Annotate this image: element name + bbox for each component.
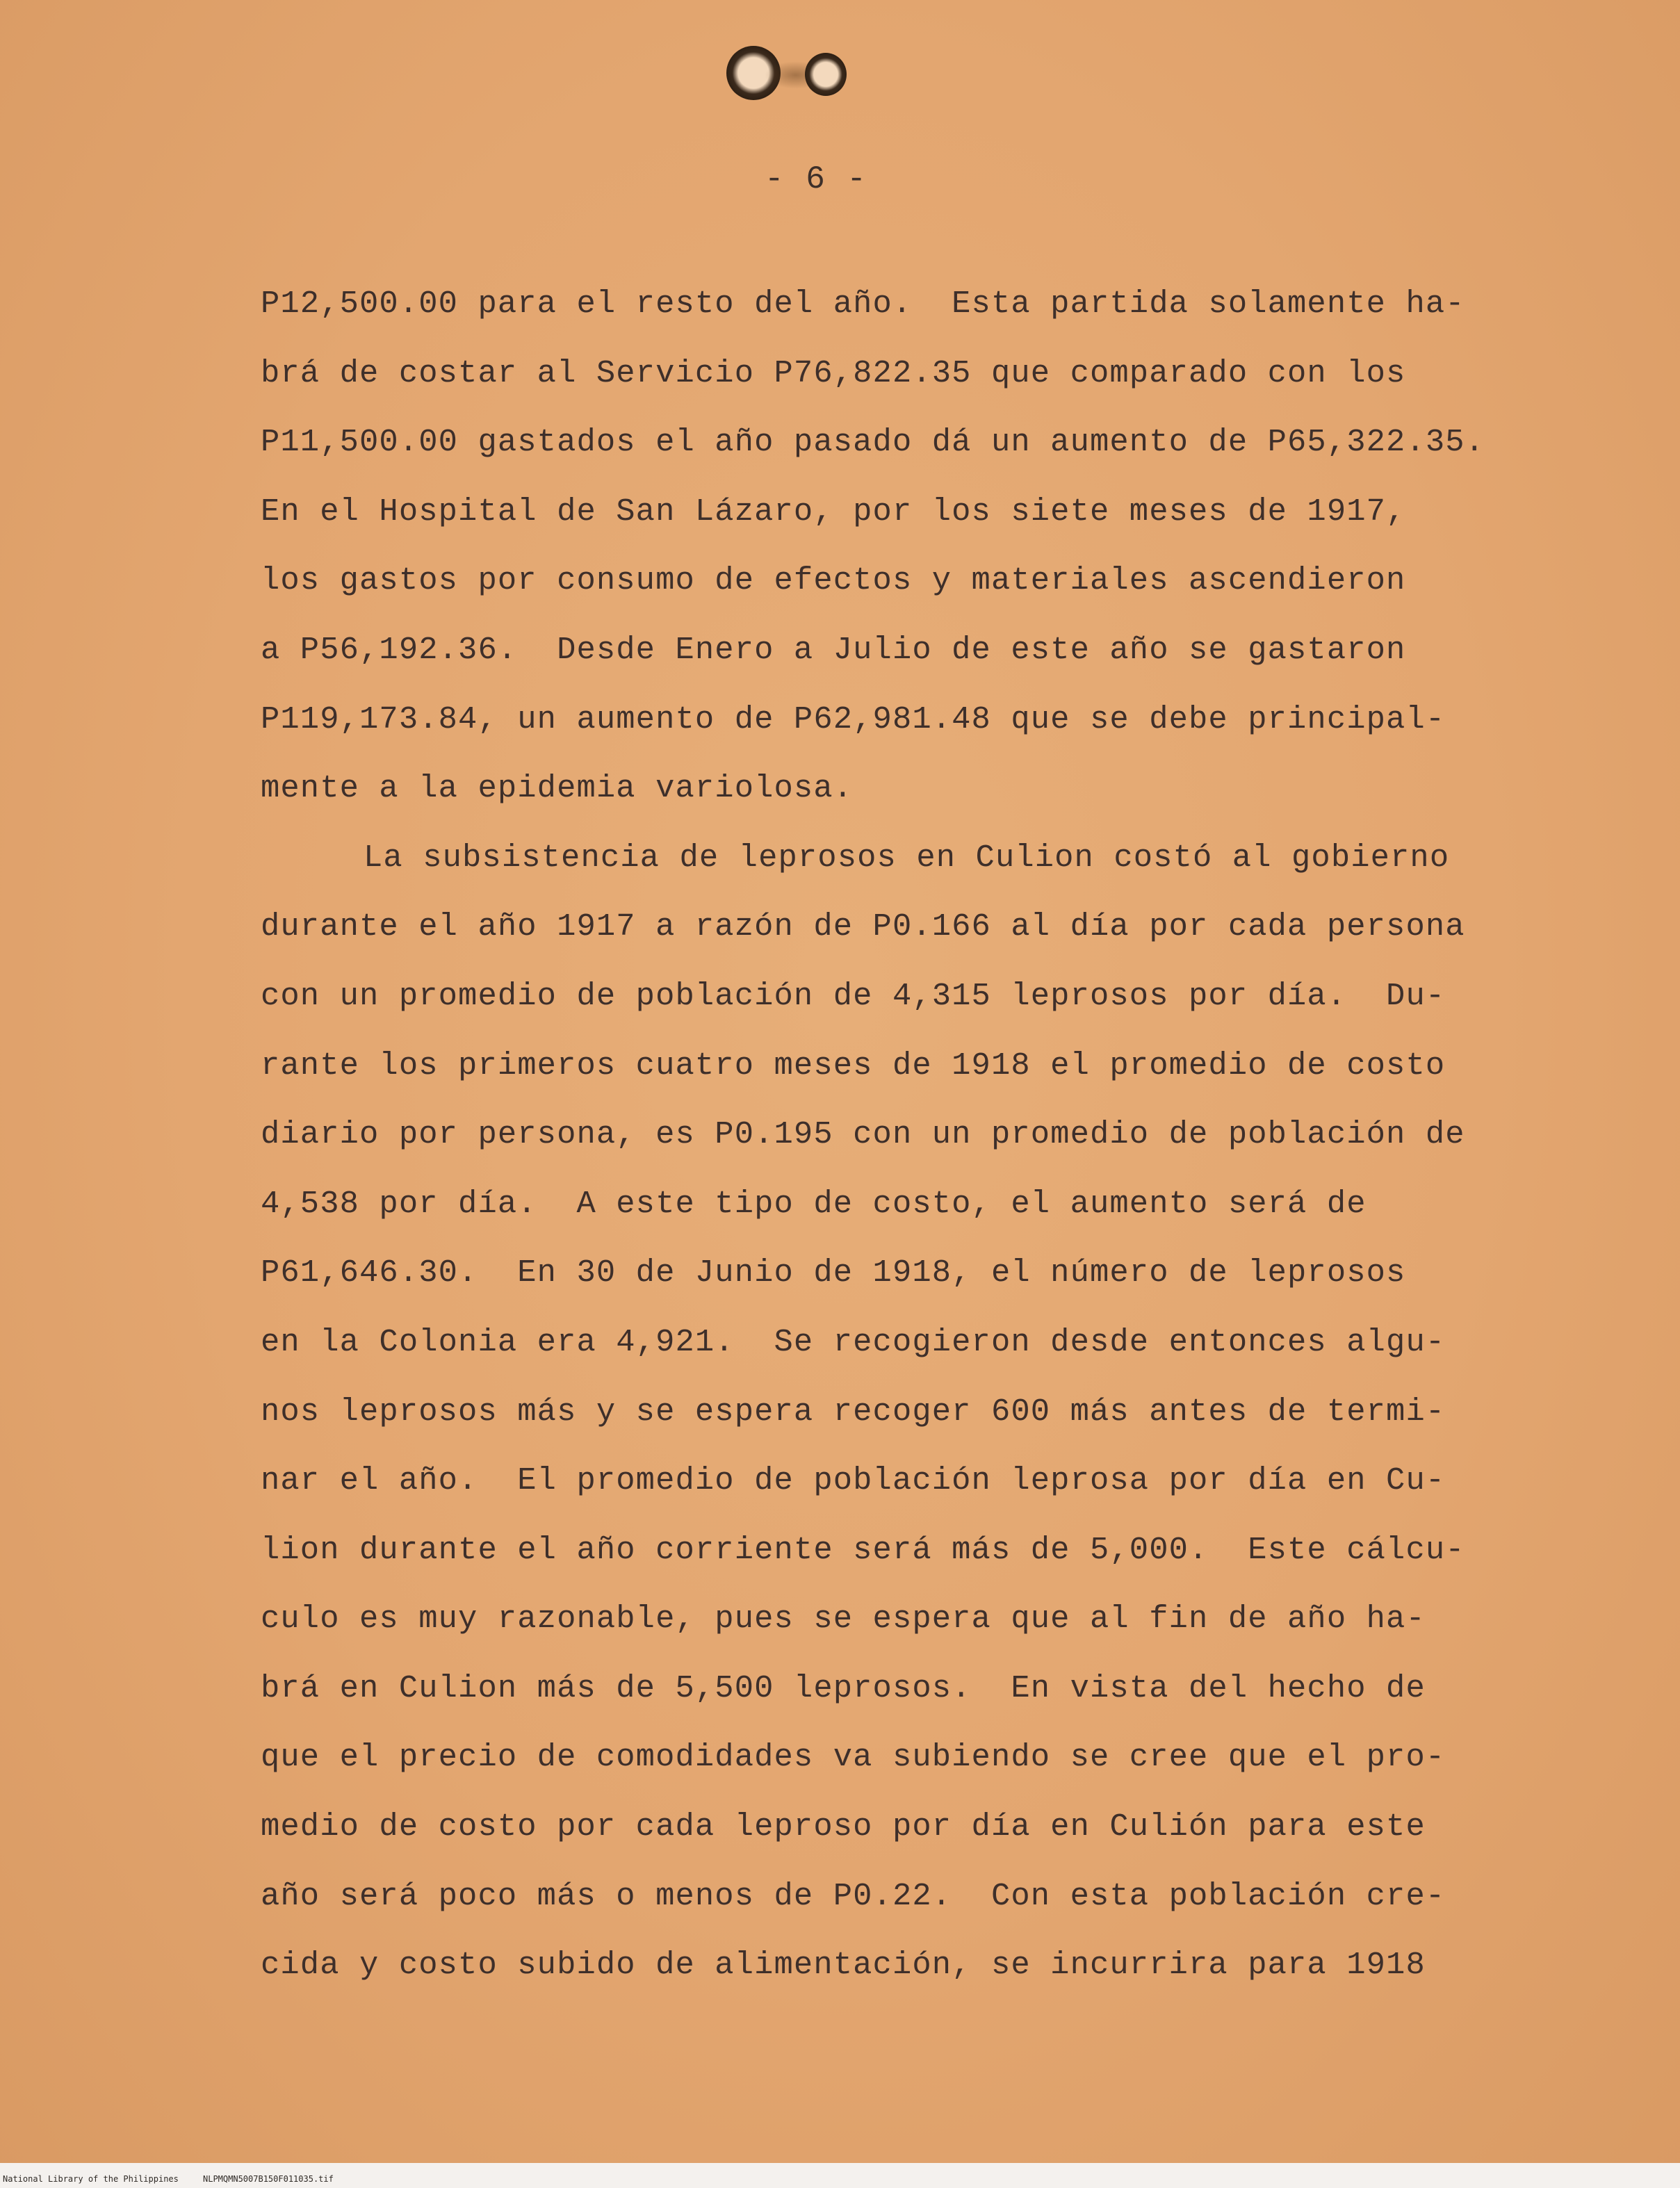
text-line: que el precio de comodidades va subiendo se cree que el pro- bbox=[261, 1739, 1446, 1776]
text-line: culo es muy razonable, pues se espera que al fin de año ha- bbox=[261, 1601, 1426, 1638]
text-line: cida y costo subido de alimentación, se incurrira para 1918 bbox=[261, 1947, 1426, 1984]
text-line: En el Hospital de San Lázaro, por los siete meses de 1917, bbox=[261, 493, 1406, 530]
text-line: brá de costar al Servicio P76,822.35 que comparado con los bbox=[261, 354, 1406, 391]
typed-body-text bbox=[261, 270, 1567, 2000]
text-line: P119,173.84, un aumento de P62,981.48 que se debe principal- bbox=[261, 701, 1446, 737]
paragraph-2 bbox=[261, 824, 1567, 2000]
text-line: año será poco más o menos de P0.22. Con esta población cre- bbox=[261, 1877, 1446, 1914]
text-line: P12,500.00 para el resto del año. Esta partida solamente ha- bbox=[261, 286, 1465, 322]
text-line: P61,646.30. En 30 de Junio de 1918, el número de leprosos bbox=[261, 1255, 1406, 1291]
punch-hole-right bbox=[805, 53, 847, 96]
text-line: P11,500.00 gastados el año pasado dá un aumento de P65,322.35. bbox=[261, 424, 1485, 461]
punch-holes bbox=[723, 40, 855, 110]
text-line: La subsistencia de leprosos en Culion costó al gobierno bbox=[364, 839, 1450, 876]
text-line: brá en Culion más de 5,500 leprosos. En vista del hecho de bbox=[261, 1669, 1426, 1706]
text-line: mente a la epidemia variolosa. bbox=[261, 770, 854, 807]
text-line: diario por persona, es P0.195 con un promedio de población de bbox=[261, 1116, 1465, 1153]
text-line: nar el año. El promedio de población leprosa por día en Cu- bbox=[261, 1462, 1446, 1499]
text-line: medio de costo por cada leproso por día en Culión para este bbox=[261, 1809, 1426, 1845]
text-line: con un promedio de población de 4,315 leprosos por día. Du- bbox=[261, 977, 1446, 1014]
text-line: nos leprosos más y se espera recoger 600 más antes de termi- bbox=[261, 1393, 1446, 1430]
text-line: rante los primeros cuatro meses de 1918 el promedio de costo bbox=[261, 1047, 1446, 1084]
paragraph-1 bbox=[261, 270, 1567, 824]
archive-credit: National Library of the Philippines bbox=[3, 2174, 179, 2184]
text-line: durante el año 1917 a razón de P0.166 al día por cada persona bbox=[261, 908, 1465, 945]
scan-file-id: NLPMQMN5007B150F011035.tif bbox=[203, 2174, 334, 2184]
text-line: en la Colonia era 4,921. Se recogieron desde entonces algu- bbox=[261, 1323, 1446, 1360]
text-line: a P56,192.36. Desde Enero a Julio de este año se gastaron bbox=[261, 631, 1406, 668]
text-line: los gastos por consumo de efectos y materiales ascendieron bbox=[261, 562, 1406, 599]
text-line: lion durante el año corriente será más de 5,000. Este cálcu- bbox=[261, 1531, 1465, 1568]
text-line: 4,538 por día. A este tipo de costo, el aumento será de bbox=[261, 1185, 1367, 1222]
page-number: - 6 - bbox=[765, 161, 868, 197]
